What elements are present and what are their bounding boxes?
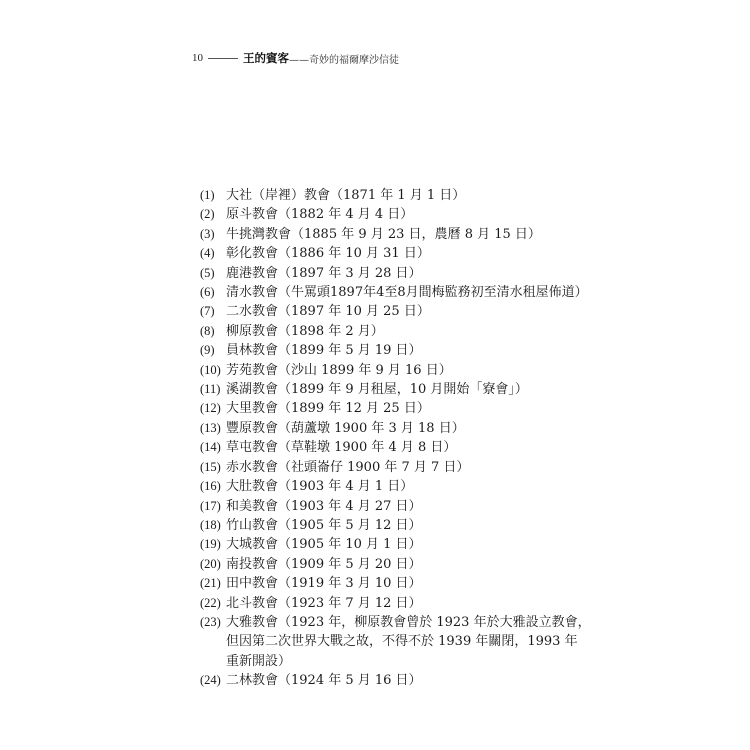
item-text-line: 彰化教會（1886 年 10 月 31 日） <box>226 246 430 262</box>
list-item <box>200 380 580 399</box>
item-number: (17) <box>200 498 221 513</box>
item-number: (9) <box>200 343 215 358</box>
item-text <box>226 380 528 399</box>
item-text <box>226 594 422 613</box>
item-text <box>226 516 422 535</box>
item-number: (4) <box>200 246 215 261</box>
item-number: (5) <box>200 265 215 280</box>
item-text-line: 大城教會（1905 年 10 月 1 日） <box>226 537 422 553</box>
list-item <box>200 283 588 302</box>
list-item <box>200 497 580 516</box>
item-text-line: 竹山教會（1905 年 5 月 12 日） <box>226 517 422 533</box>
item-number: (16) <box>200 479 221 494</box>
item-number: (10) <box>200 362 221 377</box>
item-text <box>226 555 422 574</box>
item-number: (19) <box>200 537 221 552</box>
item-text <box>226 458 469 477</box>
item-text <box>226 574 422 593</box>
item-text-line: 柳原教會（1898 年 2 月） <box>226 323 384 339</box>
list-item <box>200 438 580 457</box>
item-text-line: 田中教會（1919 年 3 月 10 日） <box>226 576 422 592</box>
item-text <box>226 399 430 418</box>
item-text-line: 重新開設） <box>226 653 292 669</box>
list-item <box>200 264 580 283</box>
list-item <box>200 399 580 418</box>
item-number: (6) <box>200 285 215 300</box>
list-item <box>200 594 580 613</box>
item-text-line: 溪湖教會（1899 年 9 月租屋，10 月開始「寮會」） <box>226 382 528 398</box>
list-item <box>200 555 580 574</box>
item-text-line: 原斗教會（1882 年 4 月 4 日） <box>226 207 414 223</box>
item-text <box>226 341 422 360</box>
item-text-line: 大雅教會（1923 年，柳原教會曾於 1923 年於大雅設立教會， <box>226 614 591 630</box>
item-text <box>226 225 541 244</box>
list-item <box>200 341 580 360</box>
item-text-line: 清水教會（牛罵頭1897年4至8月間梅監務初至清水租屋佈道） <box>226 285 588 301</box>
church-list <box>200 186 591 691</box>
item-text-line: 北斗教會（1923 年 7 月 12 日） <box>226 595 422 611</box>
item-text <box>226 535 422 554</box>
item-number: (13) <box>200 420 221 435</box>
item-text-line: 芳苑教會（沙山 1899 年 9 月 16 日） <box>226 362 452 378</box>
running-header <box>192 49 399 67</box>
item-text-line: 草屯教會（草鞋墩 1900 年 4 月 8 日） <box>226 440 457 456</box>
header-rule <box>208 58 238 59</box>
item-text-line: 二水教會（1897 年 10 月 25 日） <box>226 304 430 320</box>
list-item <box>200 302 580 321</box>
item-text-line: 大肚教會（1903 年 4 月 1 日） <box>226 479 414 495</box>
book-subtitle: ——奇妙的福爾摩沙信徒 <box>289 54 399 66</box>
item-text <box>226 186 465 205</box>
list-item <box>200 477 580 496</box>
list-item <box>200 613 591 671</box>
item-number: (3) <box>200 226 215 241</box>
list-item <box>200 322 580 341</box>
item-text-line: 和美教會（1903 年 4 月 27 日） <box>226 498 422 514</box>
item-number: (11) <box>200 382 221 397</box>
item-number: (15) <box>200 459 221 474</box>
list-item <box>200 361 580 380</box>
item-text <box>226 477 413 496</box>
item-text <box>226 205 413 224</box>
item-number: (7) <box>200 304 215 319</box>
item-number: (23) <box>200 614 221 629</box>
book-title: 王的賓客 <box>243 51 289 65</box>
list-item <box>200 574 580 593</box>
item-text-line: 赤水教會（社頭崙仔 1900 年 7 月 7 日） <box>226 459 470 475</box>
item-text <box>226 264 422 283</box>
list-item <box>200 419 580 438</box>
item-text-line: 但因第二次世界大戰之故，不得不於 1939 年關閉，1993 年 <box>226 634 578 650</box>
item-text <box>226 671 422 690</box>
item-text-line: 豐原教會（葫蘆墩 1900 年 3 月 18 日） <box>226 420 465 436</box>
item-text-line: 南投教會（1909 年 5 月 20 日） <box>226 556 422 572</box>
item-text <box>226 613 591 671</box>
item-text-line: 員林教會（1899 年 5 月 19 日） <box>226 343 422 359</box>
list-item <box>200 205 580 224</box>
item-number: (24) <box>200 673 221 688</box>
item-number: (12) <box>200 401 221 416</box>
list-item <box>200 186 580 205</box>
item-number: (8) <box>200 323 215 338</box>
list-item <box>200 458 580 477</box>
item-text <box>226 283 588 302</box>
item-number: (21) <box>200 576 221 591</box>
page-number: 10 <box>192 52 203 64</box>
item-text <box>226 361 452 380</box>
item-text-line: 大社（岸裡）教會（1871 年 1 月 1 日） <box>226 188 466 203</box>
item-number: (1) <box>200 188 215 202</box>
list-item <box>200 225 580 244</box>
item-number: (2) <box>200 207 215 222</box>
item-text <box>226 438 456 457</box>
item-text <box>226 302 430 321</box>
item-number: (18) <box>200 517 221 532</box>
item-number: (14) <box>200 440 221 455</box>
item-text-line: 大里教會（1899 年 12 月 25 日） <box>226 401 430 417</box>
item-text <box>226 419 465 438</box>
item-number: (22) <box>200 595 221 610</box>
list-item <box>200 671 580 690</box>
list-item <box>200 244 580 263</box>
item-text <box>226 244 430 263</box>
item-text <box>226 322 384 341</box>
item-text-line: 牛挑灣教會（1885 年 9 月 23 日，農曆 8 月 15 日） <box>226 226 541 242</box>
list-item <box>200 535 580 554</box>
item-text-line: 鹿港教會（1897 年 3 月 28 日） <box>226 265 422 281</box>
item-number: (20) <box>200 556 221 571</box>
item-text-line: 二林教會（1924 年 5 月 16 日） <box>226 673 422 689</box>
list-item <box>200 516 580 535</box>
item-text <box>226 497 422 516</box>
